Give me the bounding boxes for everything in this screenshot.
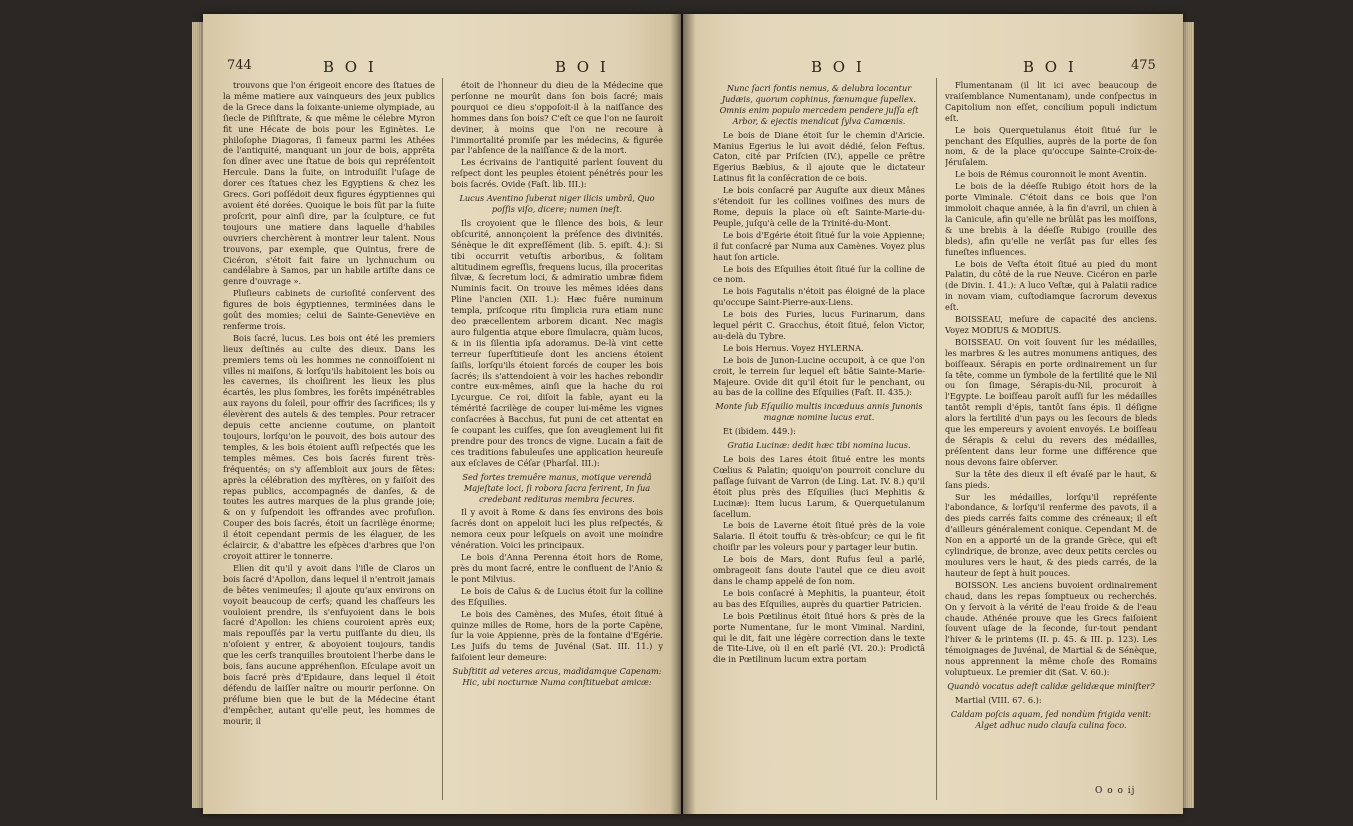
paragraph: Le bois Hernus. Voyez HYLERNA. bbox=[723, 342, 864, 353]
text-column-1 bbox=[713, 80, 925, 800]
running-head-right: B O I bbox=[1023, 58, 1077, 76]
paragraph: Le bois des Furies, lucus Furinarum, dans lequel périt C. Gracchus, étoit ſitué, ſelon Victor, au-delà du Tybre. bbox=[713, 309, 925, 341]
paragraph: Le bois conſacré par Auguſte aux dieux Mânes s'étendoit ſur les collines voiſines des murs de Rome, depuis la place où eſt Sainte-Marie-du-Peuple, juſqu'à celle de la Trinité-du-Mont. bbox=[713, 185, 925, 228]
right-page bbox=[683, 14, 1183, 814]
paragraph: Le bois des Lares étoit ſitué entre les monts Cœlius & Palatin; quoiqu'on pourroit conclure du paſſage ſuivant de Varron (de Ling. Lat. IV. 8.) qu'il étoit plus près des Eſquilies (luci Mephitis & Lucinæ): Item lucus Larum, & Querquetulanum ſacellum. bbox=[713, 454, 925, 519]
column-rule bbox=[442, 78, 443, 800]
running-head: B O I bbox=[323, 58, 377, 76]
left-page bbox=[203, 14, 681, 814]
paragraph: Flumentanam (il lit ici avec beaucoup de vraiſemblance Numentanam), unde conſpectus in Capitolium non eſſet, concilium populi indictum eſt. bbox=[945, 80, 1157, 123]
verse: Caldam poſcis aquam, ſed nondùm frigida venit: Alget adhuc nudo clauſa culina foco. bbox=[950, 708, 1152, 730]
paragraph: Le bois d'Egérie étoit ſitué ſur la voie Appienne; il fut conſacré par Numa aux Camènes. Voyez plus haut ſon article. bbox=[713, 229, 925, 262]
paragraph: Martial (VIII. 67. 6.): bbox=[955, 694, 1042, 705]
paragraph: BOISSEAU, meſure de capacité des anciens. Voyez MODIUS & MODIUS. bbox=[945, 314, 1157, 335]
running-head-right: B O I bbox=[555, 58, 609, 76]
paragraph: trouvons que l'on érigeoit encore des ſtatues de la même matiere aux vainqueurs des jeux publics de la Grece dans la ſoixante-unieme olympiade, au ſiecle de Piſiſtrate, & que même le célebre Myron fit une Hécate de bois pour les Eginètes. Le philoſophe Diagoras, ſi fameux parmi les Athées de l'antiquité, manquant un jour de bois, apprêta ſon dîner avec une ſtatue de bois qui repréſentoit Hercule. Dans la ſuite, on introduiſit l'uſage de dorer ces ſtatues chez les Egyptiens & chez les Grecs. Gori poſſédoit deux figures égyptiennes qui avoient été dorées. Quoique le bois fût par la ſuite proſcrit, pour ainſi dire, par la ſculpture, ce fut toujours une matiere dans laquelle d'habiles ouvriers cherchèrent à montrer leur talent. Nous trouvons, par exemple, que Quintus, frere de Cicéron, s'étoit fait faire un lychnuchum ou candélabre à Samos, par un habile artiſte dans ce genre d'ouvrage ». bbox=[223, 80, 435, 287]
paragraph: Le bois de Diane étoit ſur le chemin d'Aricie. Manius Egerius le lui avoit dédié, ſelon Feſtus. Caton, cité par Priſcien (IV.), appelle ce prêtre Egerius Bæbius, & il ajoute que le dictateur Latinus fit la conſécration de ce bois. bbox=[713, 129, 925, 184]
verse: Gratia Lucinæ: dedit hæc tibi nomina lucus. bbox=[727, 440, 911, 451]
paragraph: Le bois Querquetulanus étoit ſitué ſur le penchant des Eſquilies, auprès de la porte de ſon nom, & de la place qu'occupe Sainte-Croix-de-Jéruſalem. bbox=[945, 124, 1157, 168]
paragraph: BOISSON. Les anciens buvoient ordinairement chaud, dans les repas ſomptueux ou recherchés. On y ſervoit à la vérité de l'eau froide & de l'eau chaude. Athénée prouve que les Grecs faiſoient ſouvent uſage de la ſeconde, ſur-tout pendant l'hiver & le printems (II. p. 45. & III. p. 123). Les témoignages de Juvénal, de Martial & de Sénèque, nous apprennent la même choſe des Romains voluptueux. Le premier dit (Sat. V. 60.): bbox=[945, 579, 1157, 678]
paragraph: Bois ſacré, lucus. Les bois ont été les premiers lieux deſtinés au culte des dieux. Dans les premiers tems où les hommes ne connoiſſoient ni villes ni maiſons, & lorſqu'ils habitoient les bois ou les cavernes, ils choiſirent les lieux les plus écartés, les plus ſombres, les forêts impénétrables aux rayons du ſoleil, pour offrir des ſacrifices; ils y élevèrent des autels & des temples. Pour retracer depuis cette ancienne coutume, on plantoit toujours, lorſqu'on le pouvoit, des bois autour des temples, & les bois étoient auſſi reſpectés que les temples mêmes. Ces bois ſacrés furent très-fréquentés; on s'y aſſembloit aux jours de fêtes: après la célébration des myſtères, on y faiſoit des repas publics, accompagnés de danſes, & de toutes les autres marques de la plus grande joie; & on y ſuſpendoit les offrandes avec profuſion. Couper des bois ſacrés, étoit un ſacrilège énorme; il étoit cependant permis de les élaguer, de les éclaircir, & d'abattre les eſpèces d'arbres que l'on croyoit attirer le tonnerre. bbox=[223, 332, 435, 561]
paragraph: Le bois conſacré à Mephitis, la puanteur, étoit au bas des Eſquilies, auprès du quartier Patricien. bbox=[713, 587, 925, 609]
paragraph: Sur les médailles, lorſqu'il repréſente l'abondance, & lorſqu'il renferme des pavots, il a des pieds carrés faits comme des créneaux; il eſt d'ailleurs généralement conique. Cependant M. de Non en a apporté un de la grande Grèce, qui eſt cylindrique, de bronze, avec deux petits cercles ou moulures vers le haut, & des pieds carrés, de la hauteur de ſept à huit pouces. bbox=[945, 491, 1157, 578]
paragraph: Le bois de Veſta étoit ſitué au pied du mont Palatin, du côté de la rue Neuve. Cicéron en parle (de Divin. I. 41.): A luco Veſtæ, qui à Palatii radice in novam viam, cuſtodiamque ſacrorum devexus eſt. bbox=[945, 258, 1157, 313]
book-edge-right bbox=[1182, 22, 1194, 808]
text-column-2 bbox=[451, 80, 663, 800]
paragraph: Le bois des Eſquilies étoit ſitué ſur la colline de ce nom. bbox=[713, 263, 925, 285]
paragraph: Le bois de la déeſſe Rubigo étoit hors de la porte Viminale. C'étoit dans ce bois que l'on immoloit chaque année, à la fin d'avril, un chien à la Canicule, afin qu'elle ne brûlât pas les moiſſons, & une brebis à la déeſſe Rubigo (rouille des bleds), afin qu'elle ne verſât pas ſur elles ſes funeſtes influences. bbox=[945, 181, 1157, 257]
verse: Subſtitit ad veteres arcus, madidamque Capenam: Hic, ubi nocturnæ Numa conſtituebat amicæ: bbox=[452, 666, 662, 688]
paragraph: Il y avoit à Rome & dans ſes environs des bois ſacrés dont on appeloit luci les plus reſpectés, & nemora ceux pour leſquels on avoit une moindre vénération. Voici les principaux. bbox=[451, 507, 663, 551]
signature-mark: O o o ij bbox=[1095, 786, 1136, 796]
book-gutter bbox=[670, 14, 696, 814]
paragraph: Elien dit qu'il y avoit dans l'iſle de Claros un bois ſacré d'Apollon, dans lequel il n'entroit jamais de bêtes venimeuſes; il ajoute qu'aux environs on voyoit beaucoup de cerfs; quand les chaſſeurs les vouloient prendre, ils s'enfuyoient dans le bois ſacré d'Apollon: les chiens couroient après eux; mais repouſſés par la vertu puiſſante du dieu, ils n'oſoient y entrer, & aboyoient toujours, tandis que les cerfs tranquilles broutoient l'herbe dans le bois, ſans aucune appréhenſion. Eſculape avoit un bois ſacré près d'Epidaure, dans lequel il étoit défendu de laiſſer naître ou mourir perſonne. On préſume bien que le but de la Médecine étant d'empêcher, autant qu'elle peut, les hommes de mourir, il bbox=[223, 562, 435, 726]
page-number: 475 bbox=[1131, 58, 1156, 73]
verse: Monte ſub Eſquilio multis incæduus annis Junonis magnæ nomine lucus erat. bbox=[715, 401, 923, 423]
column-rule bbox=[936, 78, 937, 800]
paragraph: Le bois de Laverne étoit ſitué près de la voie Salaria. Il étoit touffu & très-obſcur; ce qui le fit choiſir par les voleurs pour y partager leur butin. bbox=[713, 520, 925, 553]
verse: Lucus Aventino ſuberat niger ilicis umbrâ, Quo poſſis viſo, dicere; numen ineſt. bbox=[459, 193, 655, 214]
paragraph: Le bois de Caïus & de Lucius étoit ſur la colline des Eſquilies. bbox=[451, 585, 663, 607]
paragraph: Le bois des Camènes, des Muſes, étoit ſitué à quinze milles de Rome, hors de la porte Capène, ſur la voie Appienne, près de la fontaine d'Egérie. Les Juifs du tems de Juvénal (Sat. III. 11.) y faiſoient leur demeure: bbox=[451, 608, 663, 663]
text-column-2 bbox=[945, 80, 1157, 800]
paragraph: Les écrivains de l'antiquité parlent ſouvent du reſpect dont les peuples étoient pénétrés pour les bois ſacrés. Ovide (Faſt. lib. III.): bbox=[451, 157, 663, 190]
paragraph: Pluſieurs cabinets de curioſité conſervent des figures de bois égyptiennes, terminées dans le goût des momies; celui de Sainte-Geneviève en renferme trois. bbox=[223, 288, 435, 331]
text-column-1 bbox=[223, 80, 435, 800]
paragraph: Le bois de Mars, dont Rufus ſeul a parlé, ombrageoit ſans doute l'autel que ce dieu avoit dans le champ appelé de ſon nom. bbox=[713, 554, 925, 586]
running-head: B O I bbox=[811, 58, 865, 76]
paragraph: Le bois Fagutalis n'étoit pas éloigné de la place qu'occupe Saint-Pierre-aux-Liens. bbox=[713, 286, 925, 308]
verse: Sed fortes tremuêre manus, motique verendâ Majeſtate loci, ſi robora ſacra ferirent, In ſua credebant redituras membra ſecures. bbox=[462, 471, 652, 504]
paragraph: étoit de l'honneur du dieu de la Médecine que perſonne ne mourût dans ſon bois ſacré; mais pourquoi ce dieu s'oppoſoit-il à la naiſſance des hommes dans ſon bois? C'eſt ce que l'on ne ſauroit deviner, à moins que l'on ne recoure à l'immortalité promiſe par les médecins, & figurée par l'abſence de la naiſſance & de la mort. bbox=[451, 80, 663, 156]
page-number: 744 bbox=[227, 58, 252, 73]
paragraph: Ils croyoient que le ſilence des bois, & leur obſcurité, annonçoient la préſence des divinités. Sénèque le dit expreſſément (lib. 5. epiſt. 4.): Si tibi occurrit vetuſtis arboribus, & ſolitam altitudinem egreſſis, frequens lucus, illa proceritas ſilvæ, & ſecretum loci, & admiratio umbræ fidem Numinis facit. On trouve les mêmes idées dans Pline l'ancien (XII. 1.): Hæc fuêre numinum templa, priſcoque ritu ſimplicia rura etiam nunc deo præcellentem arborem dicant. Nec magis auro fulgentia atque ebore ſimulacra, quàm lucos, & in iis ſilentia ipſa adoramus. De-là vint cette terreur ſuperſtitieuſe dont les anciens étoient ſaiſis, lorſqu'ils étoient forcés de couper les bois ſacrés; ils s'attendoient à voir les haches rebondir contre eux-mêmes, ainſi que la hache du roi Lycurgue. Ce roi, diſoit la fable, ayant eu la témérité ſacrilège de couper lui-même les vignes conſacrées à Bacchus, fut puni de cet attentat en ſe coupant les cuiſſes, que ſon aveuglement lui fit prendre pour des troncs de vigne. Lucain a fait de ces traditions fabuleuſes une application heureuſe aux eſclaves de Céſar (Pharſal. III.): bbox=[451, 217, 663, 468]
paragraph: Sur la tête des dieux il eſt évaſé par le haut, & ſans pieds. bbox=[945, 468, 1157, 490]
paragraph: Le bois de Rémus couronnoit le mont Aventin. bbox=[955, 169, 1147, 180]
verse: Nunc ſacri fontis nemus, & delubra locantur Judæis, quorum cophinus, fœnumque ſupellex. Omnis enim populo mercedem pendere juſſa eſt Arbor, & ejectis mendicat ſylva Camœnis. bbox=[719, 83, 919, 126]
paragraph: Et (ibidem. 449.): bbox=[723, 426, 796, 437]
paragraph: Le bois de Junon-Lucine occupoit, à ce que l'on croit, le terrein ſur lequel eſt bâtie Sainte-Marie-Majeure. Ovide dit qu'il étoit ſur le penchant, ou au bas de la colline des Eſquilies (Faſt. II. 435.): bbox=[713, 354, 925, 398]
verse: Quandò vocatus adeſt calidæ gelidæque miniſter? bbox=[947, 680, 1155, 691]
paragraph: BOISSEAU. On voit ſouvent ſur les médailles, les marbres & les autres monumens antiques, des boiſſeaux. Sérapis en porte ordinairement un ſur ſa tête, comme un ſymbole de la fertilité que le Nil ou ſon ſimage, Sérapis-du-Nil, procuroit à l'Egypte. Le boiſſeau paroît auſſi ſur les médailles tantôt rempli d'épis, tantôt ſans épis. Il déſigne alors la fertilité d'un pays ou les ſecours de bleds que les empereurs y avoient envoyés. Le boiſſeau de Sérapis & celui du revers des médailles, préſentent dans leur forme une différence que nous devons faire obſerver. bbox=[945, 336, 1157, 467]
paragraph: Le bois d'Anna Perenna étoit hors de Rome, près du mont ſacré, entre le confluent de l'Anio & le pont Milvius. bbox=[451, 552, 663, 584]
paragraph: Le bois Pœtilinus étoit ſitué hors & près de la porte Numentane, ſur le mont Viminal. Nardini, qui le dit, fait une légère correction dans le texte de Tite-Live, où il en eſt parlé (VI. 20.): Prodictâ die in Pœtilinum lucum extra portam bbox=[713, 610, 925, 665]
